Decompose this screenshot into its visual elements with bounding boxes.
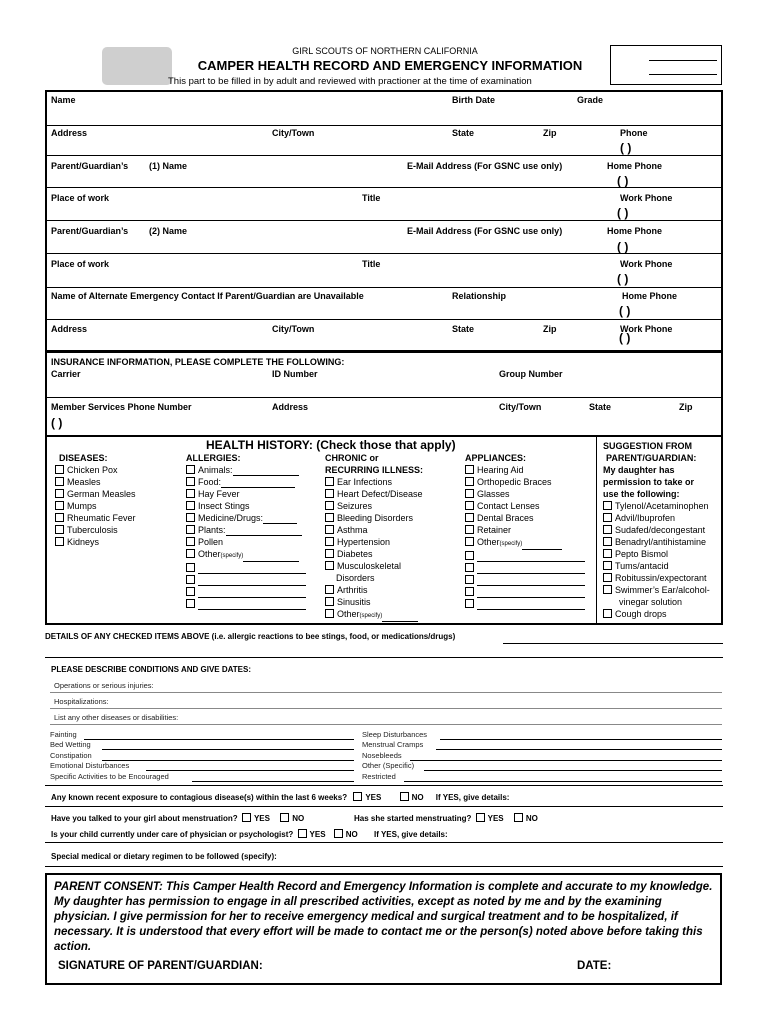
checkbox-item[interactable]: Swimmer’s Ear/alcohol- (603, 584, 710, 596)
checkbox-item[interactable]: Benadryl/antihistamine (603, 536, 710, 548)
title-label: Title (362, 193, 381, 203)
started-yes[interactable]: YES (476, 814, 504, 823)
blank-checkbox[interactable] (186, 586, 306, 598)
birth-date-label: Birth Date (452, 95, 496, 105)
checkbox-item[interactable]: Heart Defect/Disease (325, 488, 423, 500)
regimen-question: Special medical or dietary regimen to be followed (specify): (51, 852, 277, 861)
checkbox-item[interactable]: Food: (186, 476, 306, 488)
checkbox-item[interactable]: German Measles (55, 488, 136, 500)
work-phone-label: Work Phone (620, 193, 673, 203)
blank-checkbox[interactable] (186, 574, 306, 586)
pg1-label: Parent/Guardian’s (51, 161, 129, 171)
checkbox-item[interactable]: Contact Lenses (465, 500, 585, 512)
checkbox-item[interactable]: Arthritis (325, 584, 423, 596)
group-number-label: Group Number (499, 369, 563, 379)
address-label: Address (51, 128, 88, 138)
checkbox-item[interactable]: Advil/Ibuprofen (603, 512, 710, 524)
ins-state-label: State (589, 402, 612, 412)
exposure-question: Any known recent exposure to contagious disease(s) within the last 6 weeks? YES NO If YES, give details: (51, 793, 510, 802)
work-phone2-field[interactable]: ( ) (617, 272, 629, 286)
name-label: Name (51, 95, 76, 105)
checkbox-item[interactable]: Cough drops (603, 608, 710, 620)
blank-checkbox[interactable] (465, 550, 585, 562)
checkbox-item[interactable]: Pepto Bismol (603, 548, 710, 560)
pg2-label: Parent/Guardian’s (51, 226, 129, 236)
checkbox-item[interactable]: Sudafed/decongestant (603, 524, 710, 536)
operations-label: Operations or serious injuries: (54, 681, 154, 690)
grade-label: Grade (577, 95, 604, 105)
checkbox-item[interactable]: Diabetes (325, 548, 423, 560)
carrier-label: Carrier (51, 369, 81, 379)
checkbox-item[interactable]: Pollen (186, 536, 306, 548)
checkbox-item[interactable]: Animals: (186, 464, 306, 476)
condition-other: Other (Specific) (362, 761, 415, 770)
other-diseases-label: List any other diseases or disabilities: (54, 713, 179, 722)
conditions-heading: PLEASE DESCRIBE CONDITIONS AND GIVE DATES: (51, 665, 252, 674)
signature-label: SIGNATURE OF PARENT/GUARDIAN: (58, 960, 263, 972)
checkbox-item[interactable]: Orthopedic Braces (465, 476, 585, 488)
checkbox-item[interactable]: Rheumatic Fever (55, 512, 136, 524)
alt-home-phone-field[interactable]: ( ) (619, 304, 631, 318)
checkbox-item[interactable]: Hearing Aid (465, 464, 585, 476)
checkbox-item[interactable]: Tylenol/Acetaminophen (603, 500, 710, 512)
checkbox-item[interactable]: Asthma (325, 524, 423, 536)
suggestion-column: SUGGESTION FROM PARENT/GUARDIAN: My daughter has permission to take or use the following: Tylenol/Acetaminophen Advil/Ibuprofen Sudafed/decongestant Benadryl/antihistamine Pepto Bismol Tums/antacid Robitussin/expectorant Swimmer’s Ear/alcohol- vinegar solution Cough drops (603, 441, 710, 619)
exposure-no[interactable]: NO (400, 793, 424, 802)
checkbox-item[interactable]: Insect Stings (186, 500, 306, 512)
title2-label: Title (362, 259, 381, 269)
home-phone-field[interactable]: ( ) (617, 174, 629, 188)
checkbox-item[interactable]: Glasses (465, 488, 585, 500)
signature-field[interactable] (287, 960, 567, 976)
checkbox-item[interactable]: Other(specify) (325, 608, 423, 622)
menstruation-no[interactable]: NO (280, 814, 304, 823)
checkbox-item[interactable]: Measles (55, 476, 136, 488)
menstruation-question: Have you talked to your girl about menstruation? YES NO (51, 814, 305, 823)
checkbox-item[interactable]: Retainer (465, 524, 585, 536)
place-of-work-label: Place of work (51, 193, 110, 203)
email2-label: E-Mail Address (For GSNC use only) (407, 226, 563, 236)
checkbox-item[interactable]: Robitussin/expectorant (603, 572, 710, 584)
diseases-column: DISEASES: Chicken Pox Measles German Measles Mumps Rheumatic Fever Tuberculosis Kidneys (55, 452, 136, 548)
checkbox-item[interactable]: Other(specify) (465, 536, 585, 550)
details-line[interactable] (503, 643, 723, 644)
state-label: State (452, 128, 475, 138)
org-name: GIRL SCOUTS OF NORTHERN CALIFORNIA (292, 46, 478, 56)
physician-no[interactable]: NO (334, 830, 358, 839)
alt-state-label: State (452, 324, 475, 334)
alt-work-phone-field[interactable]: ( ) (619, 331, 631, 345)
blank-checkbox[interactable] (186, 562, 306, 574)
id-number-label: ID Number (272, 369, 318, 379)
place-of-work2-label: Place of work (51, 259, 110, 269)
details-label: DETAILS OF ANY CHECKED ITEMS ABOVE (i.e. allergic reactions to bee stings, food, or medications/drugs) (45, 632, 456, 641)
checkbox-item[interactable]: Chicken Pox (55, 464, 136, 476)
member-phone-label: Member Services Phone Number (51, 402, 192, 412)
home-phone2-label: Home Phone (607, 226, 663, 236)
consent-text: PARENT CONSENT: This Camper Health Record and Emergency Information is complete and accurate to my knowledge. My daughter has permission to engage in all prescribed activities, except as noted by me and by the examining physician. I give permission for her to receive emergency medical and surgical treatment and to be hospitalized, if necessary. It is understood that every effort will be made to contact me or the person(s) noted above before taking this action. (54, 881, 713, 953)
form-title: CAMPER HEALTH RECORD AND EMERGENCY INFORMATION (197, 58, 583, 73)
checkbox-item[interactable]: Sinusitis (325, 596, 423, 608)
condition-bed-wetting: Bed Wetting (50, 740, 91, 749)
menstruation-yes[interactable]: YES (242, 814, 270, 823)
ins-address-label: Address (272, 402, 309, 412)
condition-constipation: Constipation (50, 751, 92, 760)
pg2-name-label: (2) Name (149, 226, 188, 236)
city-label: City/Town (272, 128, 315, 138)
checkbox-item[interactable]: Ear Infections (325, 476, 423, 488)
chronic-column: CHRONIC or RECURRING ILLNESS: Ear Infections Heart Defect/Disease Seizures Bleeding Disorders Asthma Hypertension Diabetes Musculoskeletal Disorders Arthritis Sinusitis Other(specify) (325, 452, 423, 622)
work-phone-field[interactable]: ( ) (617, 206, 629, 220)
blank-checkbox[interactable] (186, 598, 306, 610)
alt-contact-label: Name of Alternate Emergency Contact If Parent/Guardian are Unavailable (51, 291, 364, 301)
alt-home-phone-label: Home Phone (622, 291, 678, 301)
date-field[interactable] (622, 960, 717, 976)
relationship-label: Relationship (452, 291, 507, 301)
checkbox-item[interactable]: Dental Braces (465, 512, 585, 524)
blank-checkbox[interactable] (465, 586, 585, 598)
condition-nosebleeds: Nosebleeds (362, 751, 402, 760)
checkbox-item[interactable]: Musculoskeletal (325, 560, 423, 572)
blank-checkbox[interactable] (465, 574, 585, 586)
parent-consent-box (45, 873, 722, 985)
home-phone2-field[interactable]: ( ) (617, 240, 629, 254)
pg1-name-label: (1) Name (149, 161, 188, 171)
date-label: DATE: (577, 960, 612, 972)
ins-zip-label: Zip (679, 402, 693, 412)
physician-question: Is your child currently under care of physician or psychologist? YES NO If YES, give details: (51, 830, 448, 839)
blank-checkbox[interactable] (465, 562, 585, 574)
checkbox-item[interactable]: Other(specify) (186, 548, 306, 562)
condition-cramps: Menstrual Cramps (362, 740, 424, 749)
home-phone-label: Home Phone (607, 161, 663, 171)
exposure-yes[interactable]: YES (353, 793, 381, 802)
form-subtitle: This part to be filled in by adult and reviewed with practioner at the time of examination (168, 76, 532, 87)
condition-fainting: Fainting (50, 730, 77, 739)
condition-sleep: Sleep Disturbances (362, 730, 428, 739)
email-label: E-Mail Address (For GSNC use only) (407, 161, 563, 171)
blank-checkbox[interactable] (465, 598, 585, 610)
alt-city-label: City/Town (272, 324, 315, 334)
condition-emotional: Emotional Disturbances (50, 761, 130, 770)
condition-restricted: Restricted (362, 772, 396, 781)
checkbox-item[interactable]: Hay Fever (186, 488, 306, 500)
appliances-column: APPLIANCES: Hearing Aid Orthopedic Braces Glasses Contact Lenses Dental Braces Retainer Other(specify) (465, 452, 585, 610)
hospitalizations-label: Hospitalizations: (54, 697, 109, 706)
office-use-box (610, 45, 722, 85)
allergies-column: ALLERGIES: Animals: Food: Hay Fever Insect Stings Medicine/Drugs: Plants: Pollen Other(specify) (186, 452, 306, 610)
alt-work-phone-label: Work Phone (620, 324, 673, 334)
checkbox-item[interactable]: Bleeding Disorders (325, 512, 423, 524)
checkbox-item[interactable]: Medicine/Drugs: (186, 512, 306, 524)
condition-activities-encouraged: Specific Activities to be Encouraged (50, 772, 169, 781)
checkbox-item[interactable]: Plants: (186, 524, 306, 536)
work-phone2-label: Work Phone (620, 259, 673, 269)
insurance-heading: INSURANCE INFORMATION, PLEASE COMPLETE THE FOLLOWING: (51, 357, 345, 367)
member-phone-field[interactable]: ( ) (51, 416, 63, 430)
started-question: Has she started menstruating? YES NO (354, 814, 538, 823)
checkbox-item[interactable]: Kidneys (55, 536, 136, 548)
physician-yes[interactable]: YES (298, 830, 326, 839)
alt-address-label: Address (51, 324, 88, 334)
checkbox-item[interactable]: Tuberculosis (55, 524, 136, 536)
phone-label: Phone (620, 128, 648, 138)
checkbox-item[interactable]: Seizures (325, 500, 423, 512)
zip-label: Zip (543, 128, 557, 138)
checkbox-item[interactable]: Mumps (55, 500, 136, 512)
health-history-heading: HEALTH HISTORY: (Check those that apply) (206, 438, 456, 452)
ins-city-label: City/Town (499, 402, 542, 412)
started-no[interactable]: NO (514, 814, 538, 823)
checkbox-item[interactable]: Tums/antacid (603, 560, 710, 572)
phone-field[interactable]: ( ) (620, 141, 632, 155)
alt-zip-label: Zip (543, 324, 557, 334)
checkbox-item[interactable]: Hypertension (325, 536, 423, 548)
